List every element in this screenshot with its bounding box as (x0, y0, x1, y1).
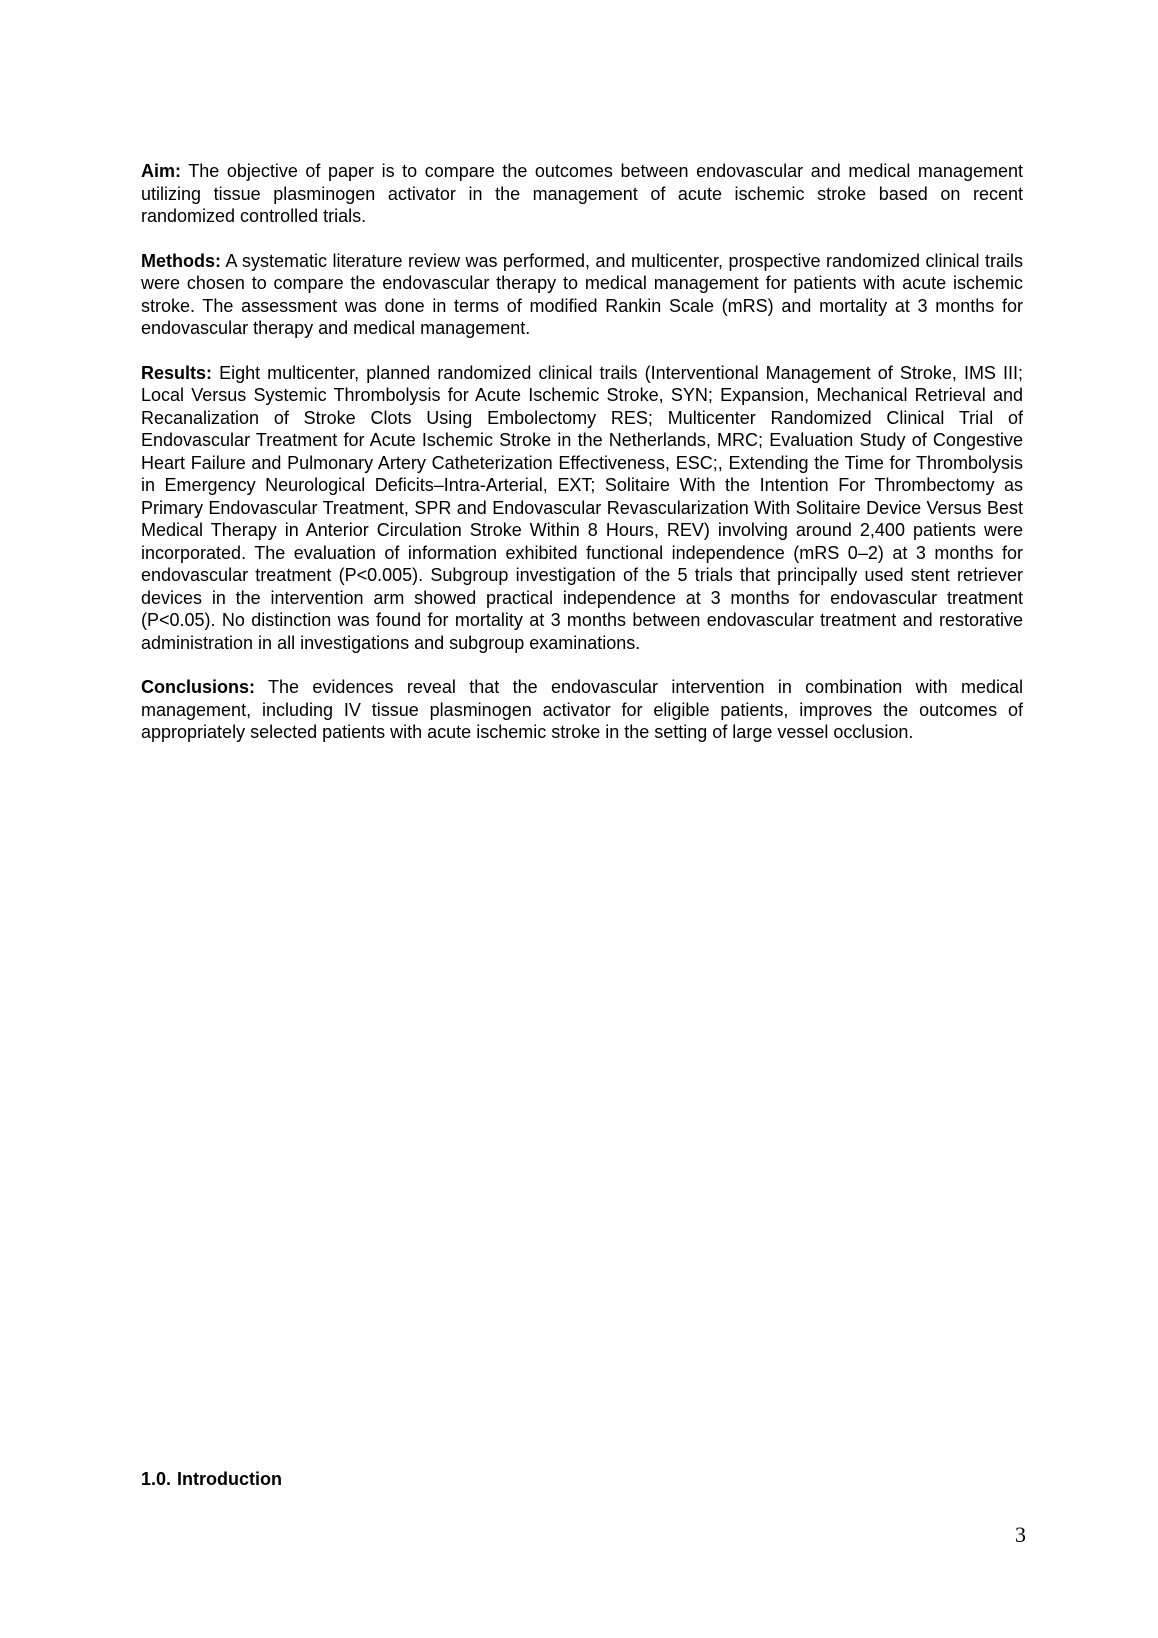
methods-paragraph (141, 250, 1023, 340)
results-paragraph (141, 362, 1023, 655)
aim-text: The objective of paper is to compare the outcomes between endovascular and medical management utilizing tissue plasminogen activator in the management of acute ischemic stroke based on recent randomized controlled trials. (141, 161, 1023, 226)
conclusions-label: Conclusions: (141, 677, 256, 697)
page-number: 3 (1015, 1522, 1026, 1547)
section-number: 1.0. (141, 1469, 172, 1489)
section-title: Introduction (177, 1469, 282, 1489)
aim-paragraph (141, 160, 1023, 228)
conclusions-text: The evidences reveal that the endovascular intervention in combination with medical management, including IV tissue plasminogen activator for eligible patients, improves the outcomes of appropriately selected patients with acute ischemic stroke in the setting of large vessel occlusion. (141, 677, 1023, 742)
results-label: Results: (141, 362, 213, 383)
methods-text: A systematic literature review was performed, and multicenter, prospective randomized clinical trails were chosen to compare the endovascular therapy to medical management for patients with acute ischemic stroke. The assessment was done in terms of modified Rankin Scale (mRS) and mortality at 3 months for endovascular therapy and medical management. (141, 250, 1023, 338)
aim-label: Aim: (141, 161, 181, 181)
methods-label: Methods: (141, 250, 221, 271)
abstract (141, 160, 1023, 766)
section-heading-introduction (141, 1468, 282, 1490)
conclusions-paragraph (141, 676, 1023, 744)
results-text: Eight multicenter, planned randomized clinical trails (Interventional Management of Stroke, IMS III; Local Versus Systemic Thrombolysis for Acute Ischemic Stroke, SYN; Expansion, Mechanical Retrieval and Recanalization of Stroke Clots Using Embolectomy RES; Multicenter Randomized Clinical Trial of Endovascular Treatment for Acute Ischemic Stroke in the Netherlands, MRC; Evaluation Study of Congestive Heart Failure and Pulmonary Artery Catheterization Effectiveness, ESC;, Extending the Time for Thrombolysis in Emergency Neurological Deficits–Intra-Arterial, EXT; Solitaire With the Intention For Thrombectomy as Primary Endovascular Treatment, SPR and Endovascular Revascularization With Solitaire Device Versus Best Medical Therapy in Anterior Circulation Stroke Within 8 Hours, REV) involving around 2,400 patients were incorporated. The evaluation of information exhibited functional independence (mRS 0–2) at 3 months for endovascular treatment (P<0.005). Subgroup investigation of the 5 trials that principally used stent retriever devices in the intervention arm showed practical independence at 3 months for endovascular treatment (P<0.05). No distinction was found for mortality at 3 months between endovascular treatment and restorative administration in all investigations and subgroup examinations. (141, 362, 1023, 653)
